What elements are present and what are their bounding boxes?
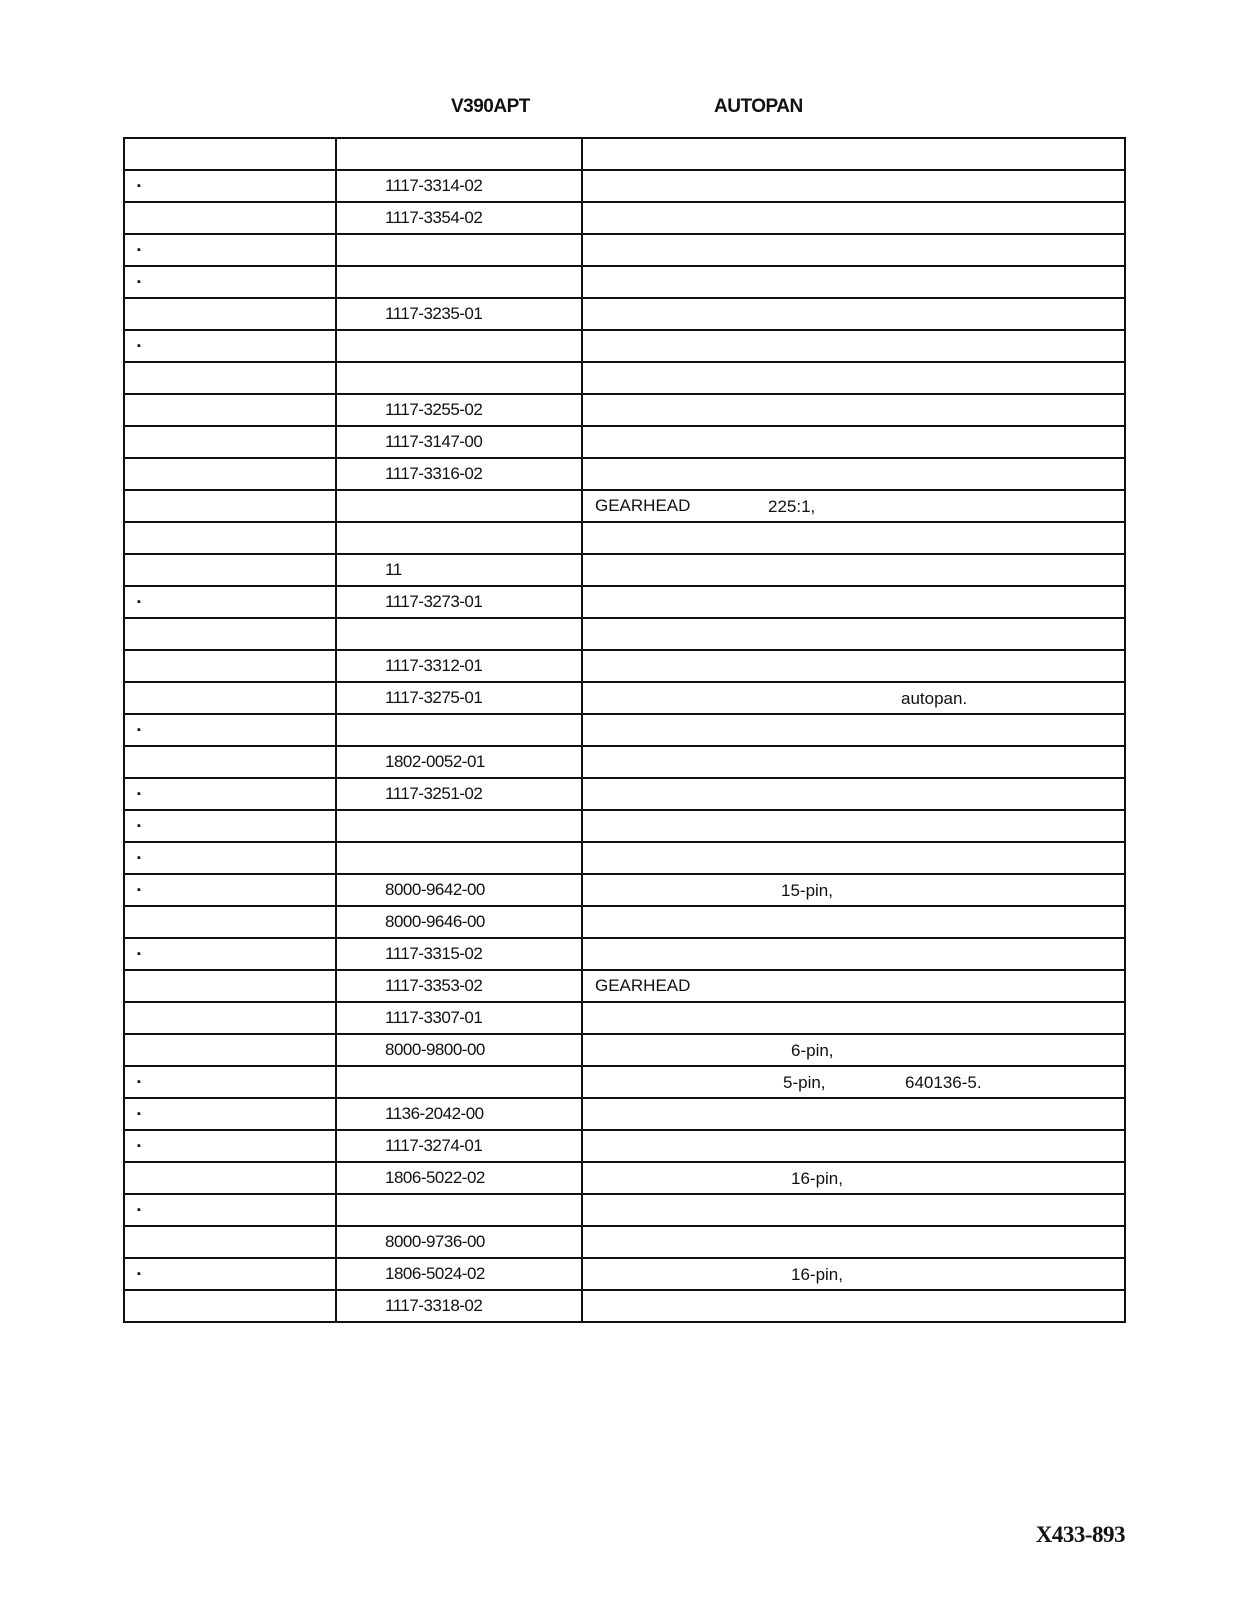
part-number: 1117-3353-02 [336, 970, 582, 1002]
row-mark: ▪ [124, 266, 336, 298]
description [582, 1226, 1125, 1258]
row-mark [124, 554, 336, 586]
description [582, 362, 1125, 394]
table-row [124, 330, 1125, 362]
description [582, 490, 1125, 522]
table-row [124, 842, 1125, 874]
table-row [124, 1098, 1125, 1130]
row-mark [124, 458, 336, 490]
description-detail: 5-pin, [783, 1073, 826, 1092]
part-number: 1117-3274-01 [336, 1130, 582, 1162]
table-row [124, 1226, 1125, 1258]
part-number: 8000-9642-00 [336, 874, 582, 906]
description [582, 1130, 1125, 1162]
row-mark [124, 426, 336, 458]
description [582, 1258, 1125, 1290]
table-row [124, 1002, 1125, 1034]
description [582, 1098, 1125, 1130]
table-row [124, 1034, 1125, 1066]
part-number [336, 714, 582, 746]
row-mark [124, 618, 336, 650]
description [582, 586, 1125, 618]
row-mark [124, 490, 336, 522]
table-row [124, 1130, 1125, 1162]
description-extra: 640136-5. [905, 1073, 982, 1092]
table-row [124, 874, 1125, 906]
description [582, 842, 1125, 874]
part-number: 11 [336, 554, 582, 586]
description [582, 714, 1125, 746]
row-mark: ▪ [124, 1130, 336, 1162]
table-row [124, 906, 1125, 938]
row-mark: ▪ [124, 170, 336, 202]
part-number [336, 842, 582, 874]
row-mark [124, 970, 336, 1002]
description-detail: 16-pin, [791, 1265, 843, 1284]
part-number [336, 618, 582, 650]
table-row [124, 746, 1125, 778]
table-row [124, 618, 1125, 650]
table-row [124, 394, 1125, 426]
description [582, 1162, 1125, 1194]
parts-table [123, 137, 1126, 1323]
row-mark [124, 1162, 336, 1194]
table-row [124, 554, 1125, 586]
row-mark: ▪ [124, 1066, 336, 1098]
description [582, 1066, 1125, 1098]
table-row [124, 426, 1125, 458]
table-row [124, 778, 1125, 810]
part-number: 1806-5022-02 [336, 1162, 582, 1194]
part-number [336, 330, 582, 362]
part-number: 8000-9736-00 [336, 1226, 582, 1258]
description [582, 426, 1125, 458]
table-row [124, 202, 1125, 234]
row-mark: ▪ [124, 714, 336, 746]
row-mark [124, 298, 336, 330]
row-mark [124, 138, 336, 170]
part-number: 1117-3307-01 [336, 1002, 582, 1034]
part-number [336, 266, 582, 298]
description [582, 522, 1125, 554]
table-row [124, 490, 1125, 522]
part-number [336, 138, 582, 170]
row-mark: ▪ [124, 938, 336, 970]
document-title: AUTOPAN [714, 96, 803, 117]
description [582, 682, 1125, 714]
row-mark [124, 202, 336, 234]
table-row [124, 234, 1125, 266]
row-mark [124, 522, 336, 554]
row-mark: ▪ [124, 234, 336, 266]
description-detail: 6-pin, [791, 1041, 834, 1060]
part-number: 1117-3312-01 [336, 650, 582, 682]
part-number [336, 490, 582, 522]
model-number: V390APT [451, 96, 530, 117]
table-row [124, 522, 1125, 554]
row-mark [124, 1290, 336, 1322]
description [582, 1002, 1125, 1034]
description-detail: 16-pin, [791, 1169, 843, 1188]
description-detail: autopan. [901, 689, 968, 708]
table-row [124, 1290, 1125, 1322]
description [582, 618, 1125, 650]
row-mark [124, 682, 336, 714]
row-mark [124, 1002, 336, 1034]
part-number [336, 1194, 582, 1226]
description [582, 394, 1125, 426]
row-mark [124, 906, 336, 938]
part-number: 1117-3147-00 [336, 426, 582, 458]
table-row [124, 682, 1125, 714]
part-number: 1117-3235-01 [336, 298, 582, 330]
row-mark: ▪ [124, 778, 336, 810]
table-row [124, 1066, 1125, 1098]
description [582, 874, 1125, 906]
description-detail: 15-pin, [781, 881, 833, 900]
table-row [124, 138, 1125, 170]
table-row [124, 586, 1125, 618]
table-row [124, 298, 1125, 330]
table-row [124, 650, 1125, 682]
description [582, 554, 1125, 586]
row-mark: ▪ [124, 1258, 336, 1290]
table-row [124, 170, 1125, 202]
document-code: X433-893 [1035, 1522, 1125, 1547]
row-mark [124, 1034, 336, 1066]
description [582, 266, 1125, 298]
description [582, 170, 1125, 202]
description [582, 650, 1125, 682]
part-number: 1117-3255-02 [336, 394, 582, 426]
table-row [124, 458, 1125, 490]
row-mark: ▪ [124, 1194, 336, 1226]
description [582, 234, 1125, 266]
row-mark: ▪ [124, 330, 336, 362]
description [582, 202, 1125, 234]
part-number: 1117-3316-02 [336, 458, 582, 490]
description [582, 138, 1125, 170]
table-row [124, 266, 1125, 298]
part-number [336, 1066, 582, 1098]
row-mark: ▪ [124, 842, 336, 874]
part-number: 1117-3354-02 [336, 202, 582, 234]
row-mark: ▪ [124, 1098, 336, 1130]
row-mark: ▪ [124, 586, 336, 618]
description [582, 1034, 1125, 1066]
part-number: 1117-3318-02 [336, 1290, 582, 1322]
table-row [124, 1194, 1125, 1226]
part-number [336, 234, 582, 266]
table-row [124, 938, 1125, 970]
description [582, 746, 1125, 778]
row-mark [124, 1226, 336, 1258]
part-number [336, 810, 582, 842]
part-number: 1117-3251-02 [336, 778, 582, 810]
description [582, 810, 1125, 842]
description [582, 330, 1125, 362]
part-number: 1117-3275-01 [336, 682, 582, 714]
row-mark [124, 746, 336, 778]
row-mark [124, 394, 336, 426]
description [582, 970, 1125, 1002]
table-row [124, 362, 1125, 394]
row-mark: ▪ [124, 874, 336, 906]
table-row [124, 714, 1125, 746]
part-number [336, 362, 582, 394]
part-number: 1117-3273-01 [336, 586, 582, 618]
part-number: 1802-0052-01 [336, 746, 582, 778]
table-row [124, 970, 1125, 1002]
description-main: GEARHEAD [595, 496, 691, 515]
description [582, 1194, 1125, 1226]
description-detail: 225:1, [768, 497, 816, 516]
description-main: GEARHEAD [595, 976, 691, 995]
row-mark: ▪ [124, 810, 336, 842]
table-row [124, 1162, 1125, 1194]
description [582, 906, 1125, 938]
part-number: 1117-3315-02 [336, 938, 582, 970]
description [582, 458, 1125, 490]
description [582, 938, 1125, 970]
row-mark [124, 650, 336, 682]
part-number: 8000-9646-00 [336, 906, 582, 938]
part-number: 1806-5024-02 [336, 1258, 582, 1290]
part-number [336, 522, 582, 554]
part-number: 1117-3314-02 [336, 170, 582, 202]
description [582, 1290, 1125, 1322]
table-row [124, 1258, 1125, 1290]
part-number: 1136-2042-00 [336, 1098, 582, 1130]
description [582, 778, 1125, 810]
part-number: 8000-9800-00 [336, 1034, 582, 1066]
table-row [124, 810, 1125, 842]
description [582, 298, 1125, 330]
row-mark [124, 362, 336, 394]
